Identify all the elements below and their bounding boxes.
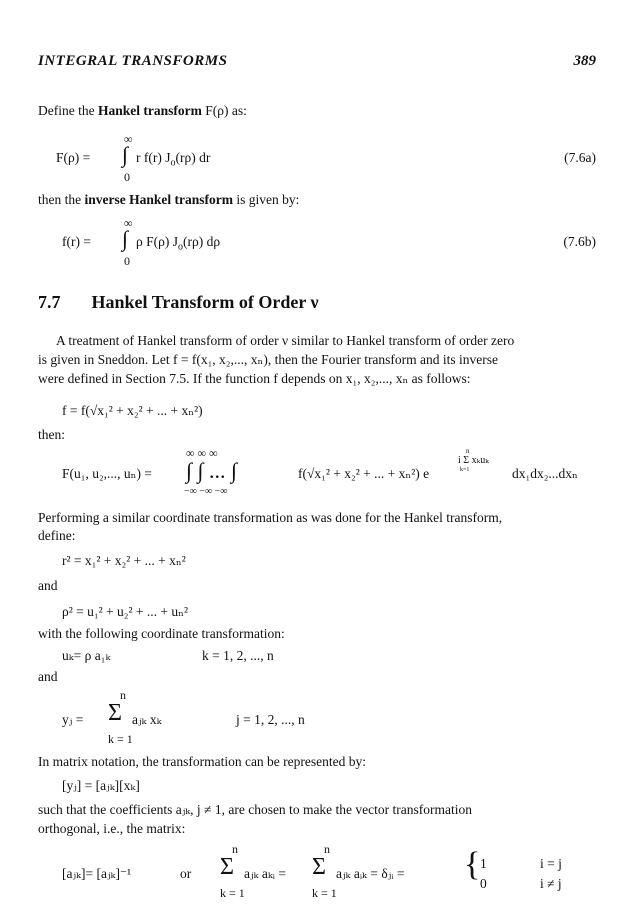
eq-matrix: [yⱼ] = [aⱼₖ][xₖ]	[62, 778, 140, 793]
section-title: Hankel Transform of Order ν	[91, 292, 319, 312]
section-number: 7.7	[38, 292, 61, 312]
eq-7-6b-integral-sign: ∫	[122, 226, 129, 251]
eq-7-6b-sub: o	[177, 241, 183, 253]
eq-7-6b-number: (7.6b)	[563, 234, 596, 249]
coefficients-line: such that the coefficients aⱼₖ, j ≠ 1, are chosen to make the vector transformation	[38, 802, 472, 817]
paragraph-2-line-2: define:	[38, 528, 76, 543]
eq-7-6a-integral-sign: ∫	[122, 142, 129, 167]
with-transform-line: with the following coordinate transformation:	[38, 626, 285, 641]
eq-7-6b-body-end: (rρ) dρ	[182, 234, 221, 249]
eq-yj-lhs: yⱼ =	[62, 712, 84, 727]
inverse-suffix: is given by:	[232, 192, 300, 207]
eq-7-6a-number: (7.6a)	[564, 150, 596, 165]
eq-7-6b-lhs: f(r) =	[62, 234, 91, 249]
eq-yj-upper: n	[120, 688, 126, 702]
eq-7-6b-upper-limit: ∞	[124, 216, 133, 230]
eq-F-exponent-lower: k=1	[460, 467, 470, 473]
section-heading	[38, 292, 319, 313]
paragraph-1-line-3: were defined in Section 7.5. If the function f depends on x₁, x₂,..., xₙ as follows:	[38, 371, 471, 386]
define-prefix: Define the	[38, 103, 98, 118]
eq-orth-sigma-2: Σ	[312, 854, 326, 880]
eq-F-integral-signs: ∫ ∫ ... ∫	[186, 458, 238, 483]
eq-yj-range: j = 1, 2, ..., n	[236, 712, 305, 727]
inverse-prefix: then the	[38, 192, 85, 207]
eq-orth-lhs: [aⱼₖ]= [aⱼₖ]⁻¹	[62, 866, 132, 881]
eq-F-exponent: i Σ xₖuₖ	[458, 455, 489, 466]
paragraph-1-line-2: is given in Sneddon. Let f = f(x₁, x₂,..., xₙ), then the Fourier transform and its inverse	[38, 352, 499, 367]
eq-r-squared: r² = x₁² + x₂² + ... + xₙ²	[62, 553, 186, 568]
eq-yj-term: aⱼₖ xₖ	[132, 712, 162, 727]
eq-orth-lower-2: k = 1	[312, 886, 337, 900]
then-label: then:	[38, 427, 65, 442]
page-number: 389	[573, 53, 596, 69]
eq-orth-lower-1: k = 1	[220, 886, 245, 900]
running-title: INTEGRAL TRANSFORMS	[38, 53, 228, 69]
paragraph-1-line-1: A treatment of Hankel transform of order ν similar to Hankel transform of order zero	[56, 333, 515, 348]
eq-orth-cases-brace: {	[464, 846, 481, 883]
eq-orth-sigma-1: Σ	[220, 854, 234, 880]
define-line	[38, 103, 247, 119]
eq-7-6a-lhs: F(ρ) =	[56, 150, 91, 165]
eq-orth-upper-1: n	[232, 842, 238, 856]
eq-7-6a-body-end: (rρ) dr	[175, 150, 211, 165]
eq-rho-squared: ρ² = u₁² + u₂² + ... + uₙ²	[62, 604, 189, 619]
eq-uk-range: k = 1, 2, ..., n	[202, 648, 274, 663]
define-suffix: F(ρ) as:	[201, 103, 247, 118]
eq-f-radial: f = f(√x₁² + x₂² + ... + xₙ²)	[62, 403, 203, 418]
eq-orth-case-2-value: 0	[480, 876, 487, 891]
eq-7-6a-body	[136, 150, 210, 169]
and-label-1: and	[38, 578, 58, 593]
eq-F-lhs: F(u₁, u₂,..., uₙ) =	[62, 466, 152, 481]
eq-uk: uₖ= ρ a₁ₖ	[62, 648, 111, 663]
eq-orth-term-1: aⱼₖ aₖᵢ =	[244, 866, 286, 881]
eq-orth-case-1-condition: i = j	[540, 856, 562, 871]
inverse-line	[38, 192, 299, 208]
eq-7-6a-body-text: r f(r) J	[136, 150, 171, 165]
define-bold: Hankel transform	[97, 103, 202, 118]
eq-orth-case-1-value: 1	[480, 856, 487, 871]
paragraph-2-line-1: Performing a similar coordinate transformation as was done for the Hankel transform,	[38, 510, 503, 525]
eq-7-6a-upper-limit: ∞	[124, 132, 133, 146]
and-label-2: and	[38, 669, 58, 684]
eq-orth-upper-2: n	[324, 842, 330, 856]
eq-yj-lower: k = 1	[108, 732, 133, 746]
inverse-bold: inverse Hankel transform	[84, 192, 233, 207]
eq-F-upper-limits: ∞ ∞ ∞	[186, 446, 218, 460]
eq-7-6b-body-text: ρ F(ρ) J	[136, 234, 178, 249]
eq-F-exponent-upper: n	[466, 447, 470, 455]
orthogonal-line: orthogonal, i.e., the matrix:	[38, 821, 186, 836]
eq-7-6b-body	[136, 234, 220, 253]
eq-7-6a-sub: o	[170, 157, 176, 169]
eq-yj-sigma: Σ	[108, 700, 122, 726]
eq-F-lower-limits: −∞ −∞ −∞	[184, 486, 228, 497]
eq-orth-or: or	[180, 866, 192, 881]
eq-7-6b-lower-limit: 0	[124, 254, 130, 268]
eq-F-body: f(√x₁² + x₂² + ... + xₙ²) e	[298, 466, 430, 481]
eq-orth-case-2-condition: i ≠ j	[540, 876, 562, 891]
eq-7-6a-lower-limit: 0	[124, 170, 130, 184]
eq-orth-term-2: aⱼₖ aᵢₖ = δⱼᵢ =	[336, 866, 405, 881]
eq-F-tail: dx₁dx₂...dxₙ	[512, 466, 578, 481]
matrix-notation-line: In matrix notation, the transformation can be represented by:	[38, 754, 367, 769]
